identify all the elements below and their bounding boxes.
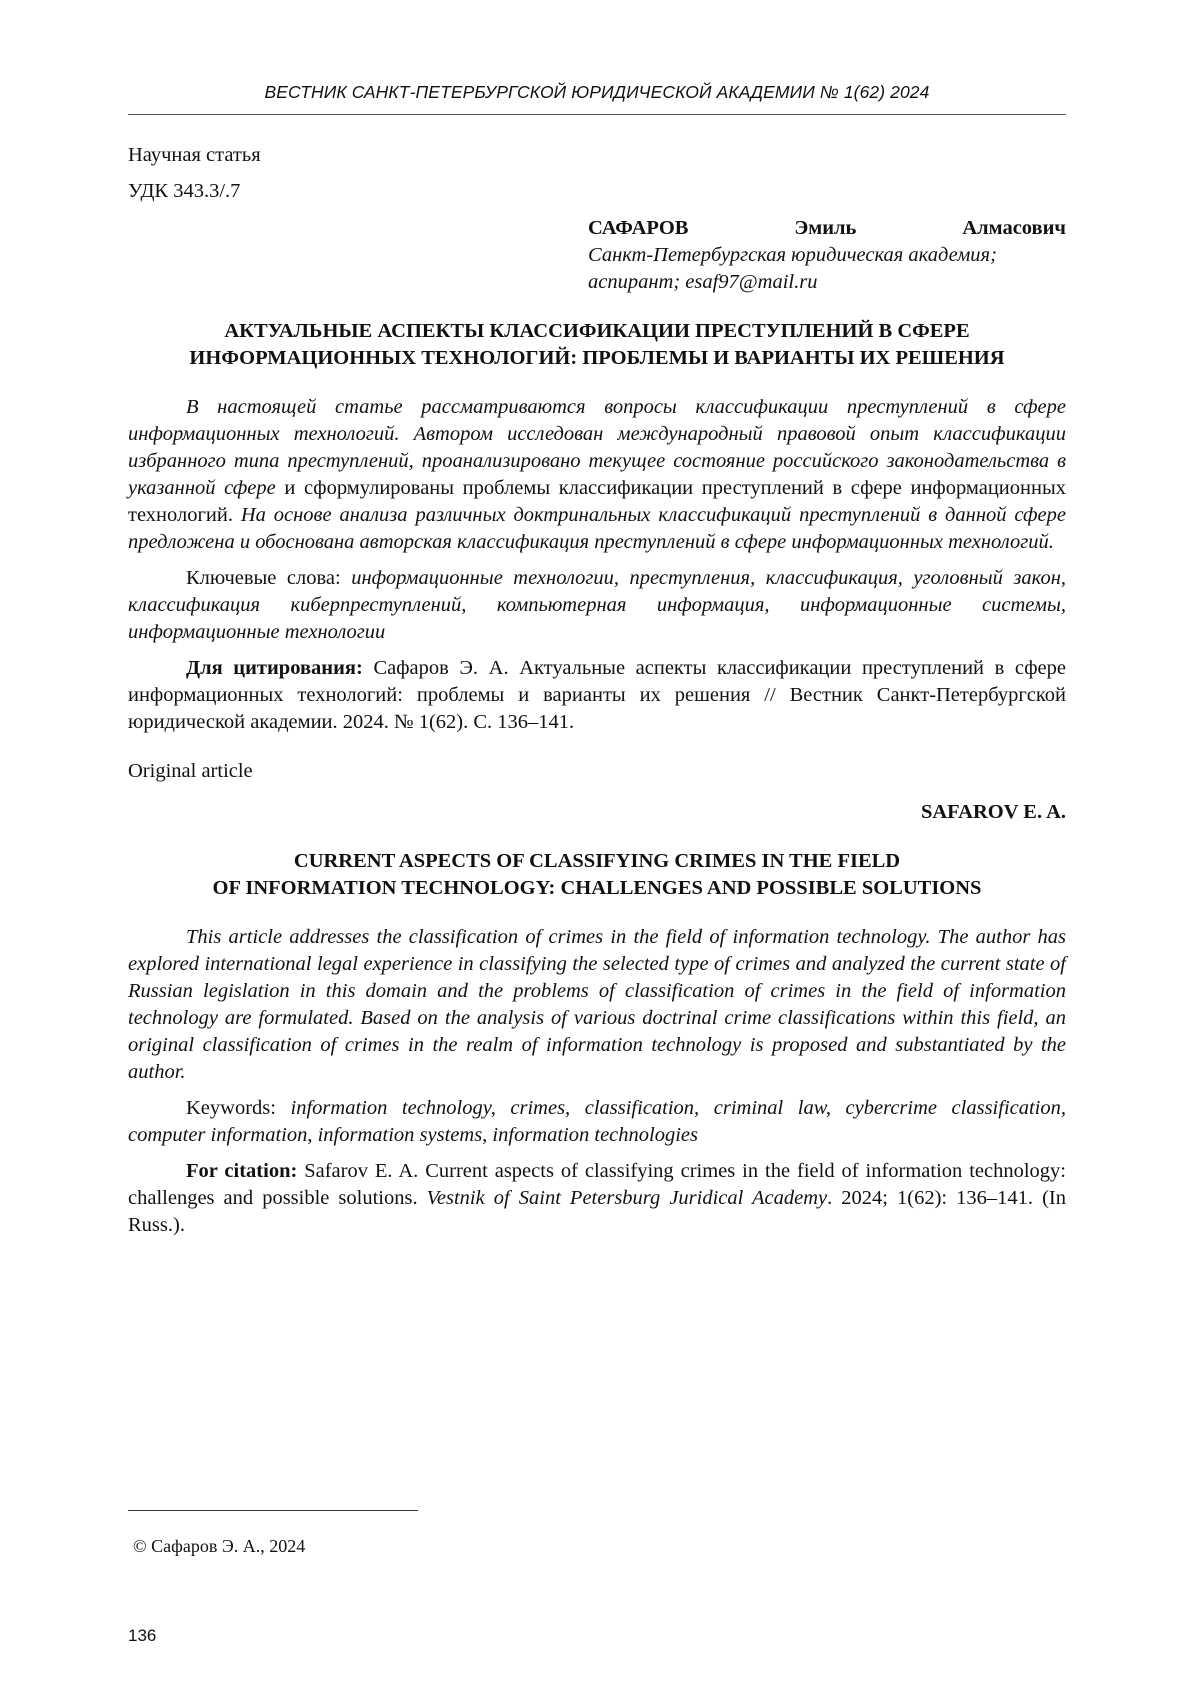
footnote-divider bbox=[128, 1510, 418, 1511]
title-ru-line2: ИНФОРМАЦИОННЫХ ТЕХНОЛОГИЙ: ПРОБЛЕМЫ И ВАРИАНТЫ ИХ РЕШЕНИЯ bbox=[189, 347, 1005, 369]
article-type-ru: Научная статья bbox=[128, 144, 261, 166]
keywords-ru-list: информационные технологии, преступления, классификация, уголовный закон, классификация киберпреступлений, компьютерная информация, информационные системы, информационные технологии bbox=[128, 567, 1066, 643]
author-block-ru bbox=[588, 215, 1066, 296]
keywords-ru bbox=[128, 565, 1066, 646]
title-ru-line1: АКТУАЛЬНЫЕ АСПЕКТЫ КЛАССИФИКАЦИИ ПРЕСТУПЛЕНИЙ В СФЕРЕ bbox=[224, 320, 970, 342]
copyright-footnote: © Сафаров Э. А., 2024 bbox=[133, 1536, 306, 1556]
abstract-ru-part1: В настоящей статье рассматриваются вопросы классификации преступлений в сфере информационных технологий. Автором исследован международный правовой опыт классификации избранного типа преступлений, проанализировано текущее состояние российского законодательства в указанной сфере bbox=[128, 396, 1066, 499]
citation-en-label: For citation: bbox=[186, 1160, 298, 1182]
abstract-ru-part3: На основе анализа различных доктринальных классификаций преступлений в данной сфере предложена и обоснована авторская классификация преступлений в сфере информационных технологий. bbox=[128, 504, 1066, 553]
keywords-ru-label: Ключевые слова: bbox=[186, 567, 352, 589]
article-title-en bbox=[128, 848, 1066, 902]
keywords-en bbox=[128, 1095, 1066, 1149]
citation-ru-text: Сафаров Э. А. Актуальные аспекты классификации преступлений в сфере информационных технологий: проблемы и варианты их решения // Вестник Санкт-Петербургской юридической академии. 2024. № 1(62). С. 136–141. bbox=[128, 657, 1067, 733]
title-en-line2: OF INFORMATION TECHNOLOGY: CHALLENGES AND POSSIBLE SOLUTIONS bbox=[212, 877, 982, 899]
author-name-en: SAFAROV E. A. bbox=[920, 801, 1066, 823]
journal-running-header: ВЕСТНИК САНКТ-ПЕТЕРБУРГСКОЙ ЮРИДИЧЕСКОЙ АКАДЕМИИ № 1(62) 2024 bbox=[264, 82, 930, 102]
article-front-matter bbox=[128, 142, 1066, 1239]
citation-en-text1: Safarov E. A. Current aspects of classifying crimes in the field of information technology: challenges and possible solutions. bbox=[128, 1160, 1066, 1209]
keywords-en-label: Keywords: bbox=[186, 1097, 291, 1119]
article-title-ru bbox=[128, 318, 1066, 372]
author-name-ru: САФАРОВ Эмиль Алмасович bbox=[588, 217, 1066, 239]
article-type-en: Original article bbox=[128, 760, 253, 782]
abstract-ru-part2: и сформулированы проблемы классификации преступлений в сфере информационных технологий. bbox=[128, 477, 1066, 526]
citation-en-journal: Vestnik of Saint Petersburg Juridical Academy bbox=[426, 1187, 828, 1209]
abstract-ru bbox=[128, 394, 1066, 556]
citation-en-text2: . 2024; 1(62): 136–141. (In Russ.). bbox=[128, 1187, 1066, 1236]
citation-ru bbox=[128, 655, 1066, 736]
keywords-en-list: information technology, crimes, classification, criminal law, cybercrime classification, computer information, information systems, information technologies bbox=[128, 1097, 1066, 1146]
citation-ru-label: Для цитирования: bbox=[186, 657, 363, 679]
author-affiliation-line1: Санкт-Петербургская юридическая академия; bbox=[588, 244, 997, 266]
title-en-line1: CURRENT ASPECTS OF CLASSIFYING CRIMES IN THE FIELD bbox=[293, 850, 901, 872]
header-divider bbox=[128, 114, 1066, 115]
abstract-en: This article addresses the classification of crimes in the field of information technology. The author has explored international legal experience in classifying the selected type of crimes and analyzed the current state of Russian legislation in this domain and the problems of classification of crimes in the field of information technology are formulated. Based on the analysis of various doctrinal crime classifications within this field, an original classification of crimes in the realm of information technology is proposed and substantiated by the author. bbox=[128, 926, 1066, 1083]
page-number: 136 bbox=[128, 1626, 157, 1645]
udk-code: УДК 343.3/.7 bbox=[128, 180, 241, 202]
citation-en bbox=[128, 1158, 1066, 1239]
author-affiliation-line2: аспирант; esaf97@mail.ru bbox=[588, 271, 818, 293]
